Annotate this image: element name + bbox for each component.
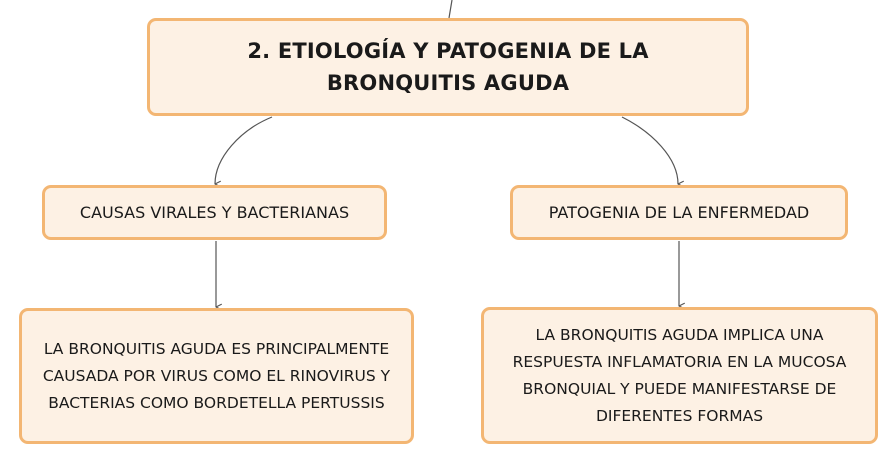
connector-title-to-right <box>622 117 678 184</box>
branch-node-pathogenesis[interactable] <box>510 185 848 240</box>
description-text-causes: LA BRONQUITIS AGUDA ES PRINCIPALMENTE CAUSADA POR VIRUS COMO EL RINOVIRUS Y BACTERIAS COMO BORDETELLA PERTUSSIS <box>42 339 391 412</box>
description-node-causes[interactable] <box>19 308 414 444</box>
description-text-pathogenesis: LA BRONQUITIS AGUDA IMPLICA UNA RESPUESTA INFLAMATORIA EN LA MUCOSA BRONQUIAL Y PUEDE MANIFESTARSE DE DIFERENTES FORMAS <box>512 325 847 425</box>
title-text: 2. ETIOLOGÍA Y PATOGENIA DE LA BRONQUITIS AGUDA <box>247 39 649 95</box>
branch-node-causes[interactable] <box>42 185 387 240</box>
connector-title-to-left <box>215 117 272 184</box>
connector-from-parent <box>449 0 452 18</box>
description-node-pathogenesis[interactable] <box>481 307 878 444</box>
title-node[interactable] <box>147 18 749 116</box>
branch-label-causes: CAUSAS VIRALES Y BACTERIANAS <box>79 202 350 222</box>
branch-label-pathogenesis: PATOGENIA DE LA ENFERMEDAD <box>548 202 810 222</box>
